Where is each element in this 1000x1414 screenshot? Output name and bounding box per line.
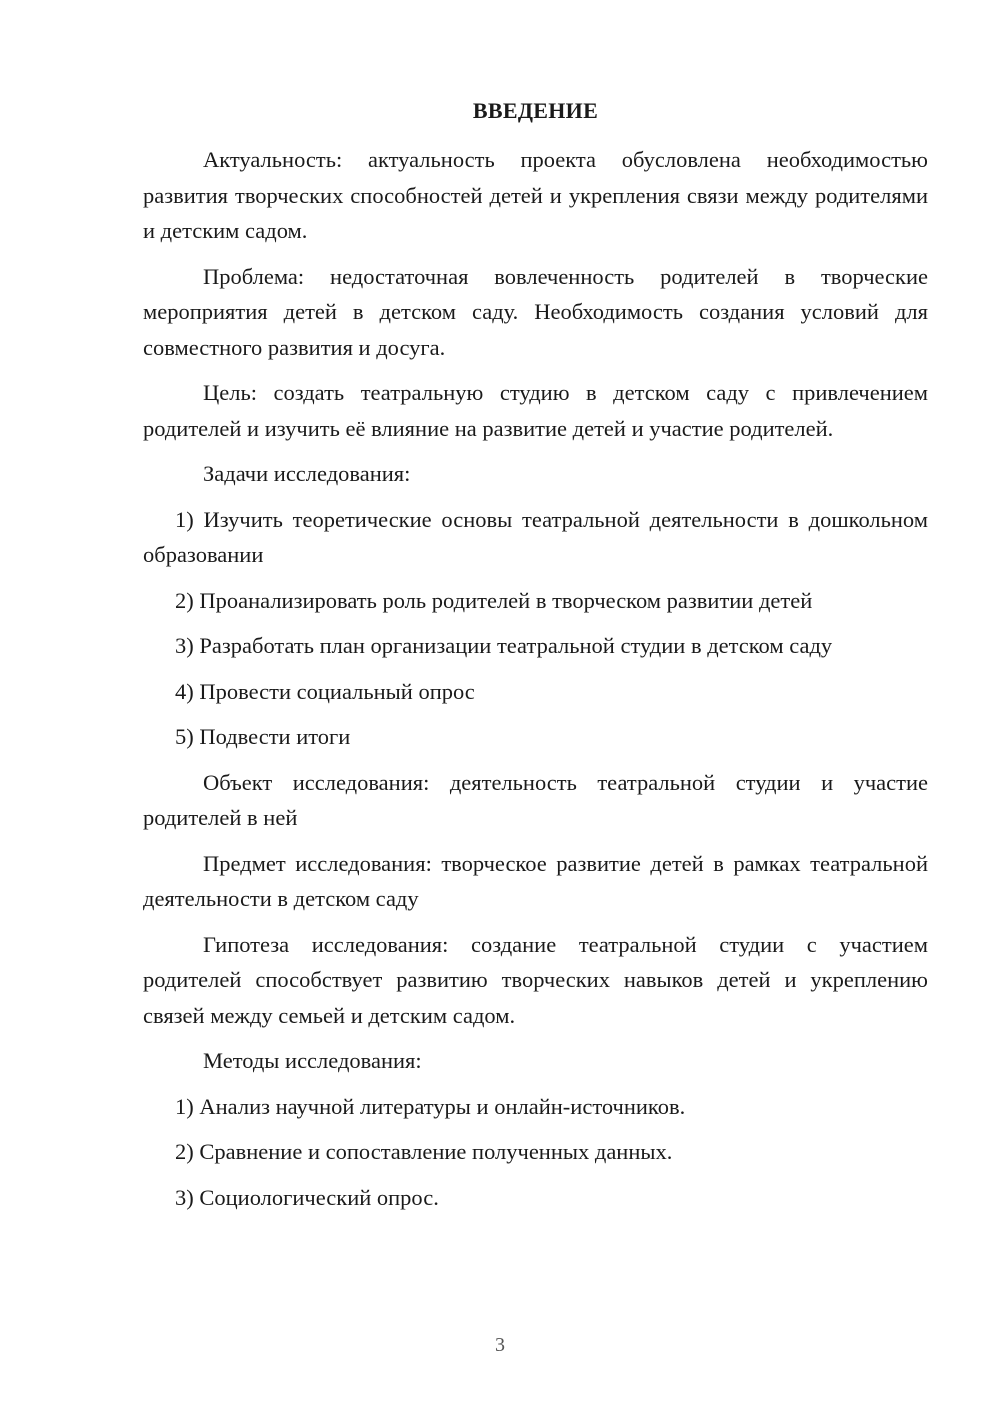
page-number: 3 <box>495 1334 505 1356</box>
methods-title: Методы исследования: <box>203 1048 422 1073</box>
task-item: 5) Подвести итоги <box>175 724 351 749</box>
task-item: 4) Провести социальный опрос <box>175 678 475 704</box>
subject-paragraph: Предмет исследования: творческое развитие детей в рамках театральной деятельности в детском саду <box>143 850 928 911</box>
hypothesis-paragraph: Гипотеза исследования: создание театральной студии с участием родителей способствует развитию творческих навыков детей и укреплению связей между семьей и детским садом. <box>143 931 928 1028</box>
task-item: 2) Проанализировать роль родителей в творческом развитии детей <box>175 587 813 613</box>
tasks-title: Задачи исследования: <box>203 461 411 486</box>
method-item: 1) Анализ научной литературы и онлайн-источников. <box>175 1093 686 1119</box>
page-body <box>143 142 928 1225</box>
page-heading: ВВЕДЕНИЕ <box>472 98 599 123</box>
task-item: 1) Изучить теоретические основы театральной деятельности в дошкольном образовании <box>143 506 928 567</box>
goal-paragraph: Цель: создать театральную студию в детском саду с привлечением родителей и изучить её влияние на развитие детей и участие родителей. <box>143 380 928 441</box>
method-item: 2) Сравнение и сопоставление полученных данных. <box>175 1139 673 1164</box>
method-item: 3) Социологический опрос. <box>175 1184 439 1210</box>
relevance-paragraph: Актуальность: актуальность проекта обусловлена необходимостью развития творческих способностей детей и укрепления связи между родителями и детским садом. <box>143 147 928 243</box>
problem-paragraph: Проблема: недостаточная вовлеченность родителей в творческие мероприятия детей в детском саду. Необходимость создания условий для совместного развития и досуга. <box>143 263 928 360</box>
task-item: 3) Разработать план организации театральной студии в детском саду <box>175 633 833 658</box>
object-paragraph: Объект исследования: деятельность театральной студии и участие родителей в ней <box>143 769 928 830</box>
